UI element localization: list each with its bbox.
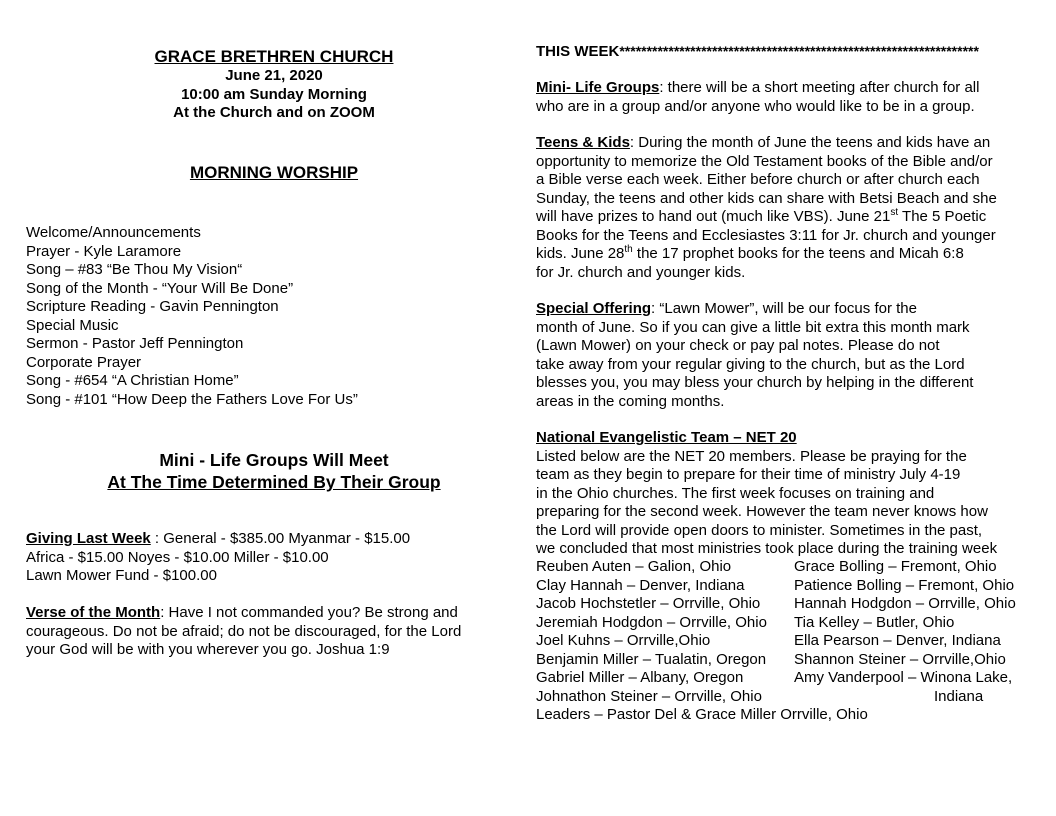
order-of-service	[26, 224, 358, 409]
special-offering-section	[536, 300, 973, 411]
net-line: the Lord will provide open doors to minister. Sometimes in the past,	[536, 521, 983, 539]
service-item: Corporate Prayer	[26, 353, 142, 371]
member-name: Amy Vanderpool – Winona Lake,	[794, 669, 1013, 686]
tk-line1: : During the month of June the teens and kids have an	[629, 134, 991, 151]
net-line: Listed below are the NET 20 members. Please be praying for the	[536, 447, 967, 465]
service-item: Prayer - Kyle Laramore	[26, 242, 182, 260]
member-name: Gabriel Miller – Albany, Oregon	[536, 669, 744, 686]
service-location: At the Church and on ZOOM	[173, 104, 375, 121]
member-name: Ella Pearson – Denver, Indiana	[794, 632, 1001, 649]
church-name: GRACE BRETHREN CHURCH	[154, 47, 394, 66]
member-name: Tia Kelley – Butler, Ohio	[794, 613, 955, 631]
giving-line3: Lawn Mower Fund - $100.00	[26, 567, 217, 584]
member-name: Grace Bolling – Fremont, Ohio	[794, 558, 997, 575]
giving-line2: Africa - $15.00 Noyes - $10.00 Miller - $10.00	[26, 548, 329, 566]
net-line: we concluded that most ministries took place during the training week	[536, 540, 998, 557]
member-name: Jeremiah Hodgdon – Orrville, Ohio	[536, 613, 767, 631]
worship-heading: MORNING WORSHIP	[189, 163, 359, 182]
tk-line5b: The 5 Poetic	[898, 208, 987, 225]
member-row	[536, 651, 1016, 670]
tk-line3: a Bible verse each week. Either before church or after church each	[536, 171, 980, 188]
so-line5: blesses you, you may bless your church by helping in the different	[536, 374, 974, 391]
so-line1: : “Lawn Mower”, will be our focus for the	[651, 300, 917, 317]
leaders-line: Leaders – Pastor Del & Grace Miller Orrville, Ohio	[536, 706, 868, 723]
member-row	[536, 632, 1016, 651]
member-name: Johnathon Steiner – Orrville, Ohio	[536, 687, 762, 705]
tk-sup2: th	[624, 244, 633, 255]
mlg-line2: who are in a group and/or anyone who would like to be in a group.	[536, 97, 975, 115]
so-line2: month of June. So if you can give a little bit extra this month mark	[536, 318, 970, 336]
net-line: in the Ohio churches. The first week focuses on training and	[536, 484, 935, 502]
service-item: Sermon - Pastor Jeff Pennington	[26, 335, 244, 352]
verse-section	[26, 604, 461, 660]
member-row	[536, 688, 1016, 707]
giving-line1: : General - $385.00 Myanmar - $15.00	[150, 530, 411, 547]
net-line: team as they begin to prepare for their time of ministry July 4-19	[536, 466, 961, 483]
so-line4: take away from your regular giving to the church, but as the Lord	[536, 355, 965, 373]
service-item: Song - #101 “How Deep the Fathers Love For Us”	[26, 390, 358, 408]
tk-sup1: st	[890, 207, 899, 218]
member-row	[536, 558, 1016, 577]
tk-line7b: the 17 prophet books for the teens and Micah 6:8	[632, 245, 964, 262]
tk-line8: for Jr. church and younger kids.	[536, 263, 746, 281]
this-week-label: THIS WEEK	[536, 43, 620, 60]
verse-line2: courageous. Do not be afraid; do not be discouraged, for the Lord	[26, 622, 462, 640]
mlg-label: Mini- Life Groups	[536, 79, 660, 96]
stars-divider: ******************************************************************	[619, 43, 979, 59]
member-name: Shannon Steiner – Orrville,Ohio	[794, 650, 1006, 668]
mini-groups-notice	[26, 449, 522, 493]
tk-line6: Books for the Teens and Ecclesiastes 3:11 for Jr. church and younger	[536, 226, 996, 244]
member-name: Joel Kuhns – Orrville,Ohio	[536, 632, 711, 649]
net-line: preparing for the second week. However the team never knows how	[536, 503, 988, 520]
tk-line5a: will have prizes to hand out (much like VBS). June 21	[536, 208, 891, 225]
verse-line3: your God will be with you wherever you go. Joshua 1:9	[26, 641, 390, 658]
service-item: Welcome/Announcements	[26, 224, 201, 241]
service-time: 10:00 am Sunday Morning	[181, 86, 367, 103]
so-label: Special Offering	[536, 300, 652, 317]
service-item: Scripture Reading - Gavin Pennington	[26, 298, 279, 315]
member-row	[536, 595, 1016, 614]
this-week-heading	[536, 42, 979, 62]
mlg-line1: : there will be a short meeting after church for all	[659, 79, 980, 96]
verse-label: Verse of the Month	[26, 604, 161, 621]
so-line6: areas in the coming months.	[536, 392, 725, 410]
service-date: June 21, 2020	[225, 67, 323, 84]
member-name: Indiana	[934, 687, 984, 705]
teens-kids-section	[536, 134, 997, 282]
member-name: Benjamin Miller – Tualatin, Oregon	[536, 650, 767, 668]
service-item: Song - #654 “A Christian Home”	[26, 372, 239, 389]
service-item: Special Music	[26, 316, 119, 334]
net-heading: National Evangelistic Team – NET 20	[536, 429, 797, 446]
member-row	[536, 614, 1016, 633]
so-line3: (Lawn Mower) on your check or pay pal notes. Please do not	[536, 337, 940, 354]
member-name: Patience Bolling – Fremont, Ohio	[794, 576, 1015, 594]
tk-line2: opportunity to memorize the Old Testament books of the Bible and/or	[536, 152, 993, 170]
tk-line7a: kids. June 28	[536, 245, 625, 262]
service-item: Song – #83 “Be Thou My Vision“	[26, 261, 243, 278]
tk-label: Teens & Kids	[536, 134, 630, 151]
member-row	[536, 669, 1016, 688]
net-members-list	[536, 558, 1016, 725]
member-name: Clay Hannah – Denver, Indiana	[536, 576, 745, 594]
net-section	[536, 429, 997, 559]
member-name: Hannah Hodgdon – Orrville, Ohio	[794, 595, 1016, 612]
tk-line4: Sunday, the teens and other kids can share with Betsi Beach and she	[536, 189, 997, 207]
giving-section	[26, 530, 410, 586]
mini-groups-line1: Mini - Life Groups Will Meet	[159, 450, 389, 470]
verse-line1: : Have I not commanded you? Be strong and	[160, 604, 458, 621]
mini-life-groups-section	[536, 79, 979, 116]
giving-label: Giving Last Week	[26, 530, 151, 547]
member-row	[536, 577, 1016, 596]
service-item: Song of the Month - “Your Will Be Done”	[26, 279, 294, 297]
mini-groups-line2: At The Time Determined By Their Group	[107, 472, 441, 492]
leaders-row	[536, 706, 1016, 725]
member-name: Reuben Auten – Galion, Ohio	[536, 558, 732, 575]
member-name: Jacob Hochstetler – Orrville, Ohio	[536, 595, 761, 612]
